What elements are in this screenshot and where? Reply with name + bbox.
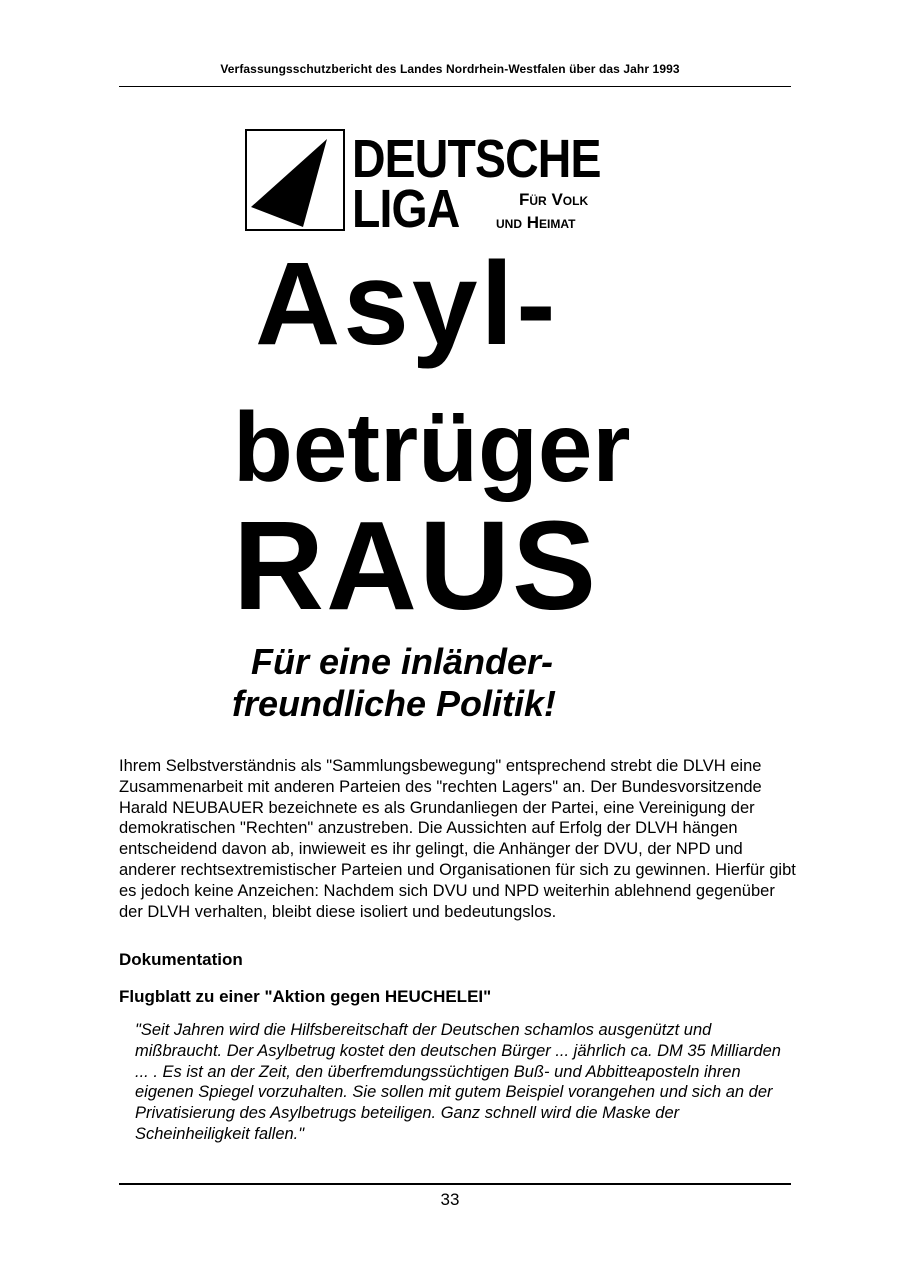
body-paragraph: Ihrem Selbstverständnis als "Sammlungsbewegung" entsprechend strebt die DLVH eine Zusammenarbeit mit anderen Parteien des "rechten Lagers" an. Der Bundesvorsitzende Harald NEUBAUER bezeichnete es als Grundanliegen der Partei, eine Vereinigung der demokratischen "Rechten" anzustreben. Die Aussichten auf Erfolg der DLVH hängen entscheidend davon ab, inwieweit es ihr gelingt, die Anhänger der DVU, der NPD und anderer rechtsextremistischer Parteien und Organisationen für sich zu gewinnen. Hierfür gibt es jedoch keine Anzeichen: Nachdem sich DVU und NPD weiterhin ablehnend gegenüber der DLVH verhalten, bleibt diese isoliert und bedeutungslos. (119, 757, 796, 921)
footer-rule (119, 1183, 791, 1185)
page-header: Verfassungsschutzbericht des Landes Nordrhein-Westfalen über das Jahr 1993 (220, 62, 680, 76)
poster-line-3: RAUS (233, 495, 599, 636)
page-number: 33 (440, 1190, 460, 1209)
section-heading: Dokumentation (119, 950, 243, 969)
subsection-heading: Flugblatt zu einer "Aktion gegen HEUCHELEI" (119, 987, 492, 1006)
poster-line-1: Asyl- (255, 238, 559, 370)
logo-liga: LIGA (352, 179, 460, 239)
logo-tagline-1: Für Volk (519, 190, 589, 209)
poster-subline-2: freundliche Politik! (232, 683, 557, 724)
logo-deutsche: DEUTSCHE (352, 129, 601, 189)
poster-subline-1: Für eine inländer- (251, 641, 554, 682)
flyer-quote: "Seit Jahren wird die Hilfsbereitschaft der Deutschen schamlos ausgenützt und mißbraucht. Der Asylbetrug kostet den deutschen Bürger ... jährlich ca. DM 35 Milliarden ... . Es ist an der Zeit, den überfremdungssüchtigen Buß- und Abbitteaposteln ihren eigenen Spiegel vorzuhalten. Sie sollen mit gutem Beispiel vorangehen und sich an der Privatisierung des Asylbetrugs beteiligen. Ganz schnell wird die Maske der Scheinheiligkeit fallen." (135, 1021, 781, 1143)
header-rule (119, 86, 791, 87)
poster-line-2: betrüger (233, 392, 631, 502)
logo-tagline-2: und Heimat (496, 213, 576, 232)
triangle-emblem-icon (245, 129, 345, 231)
